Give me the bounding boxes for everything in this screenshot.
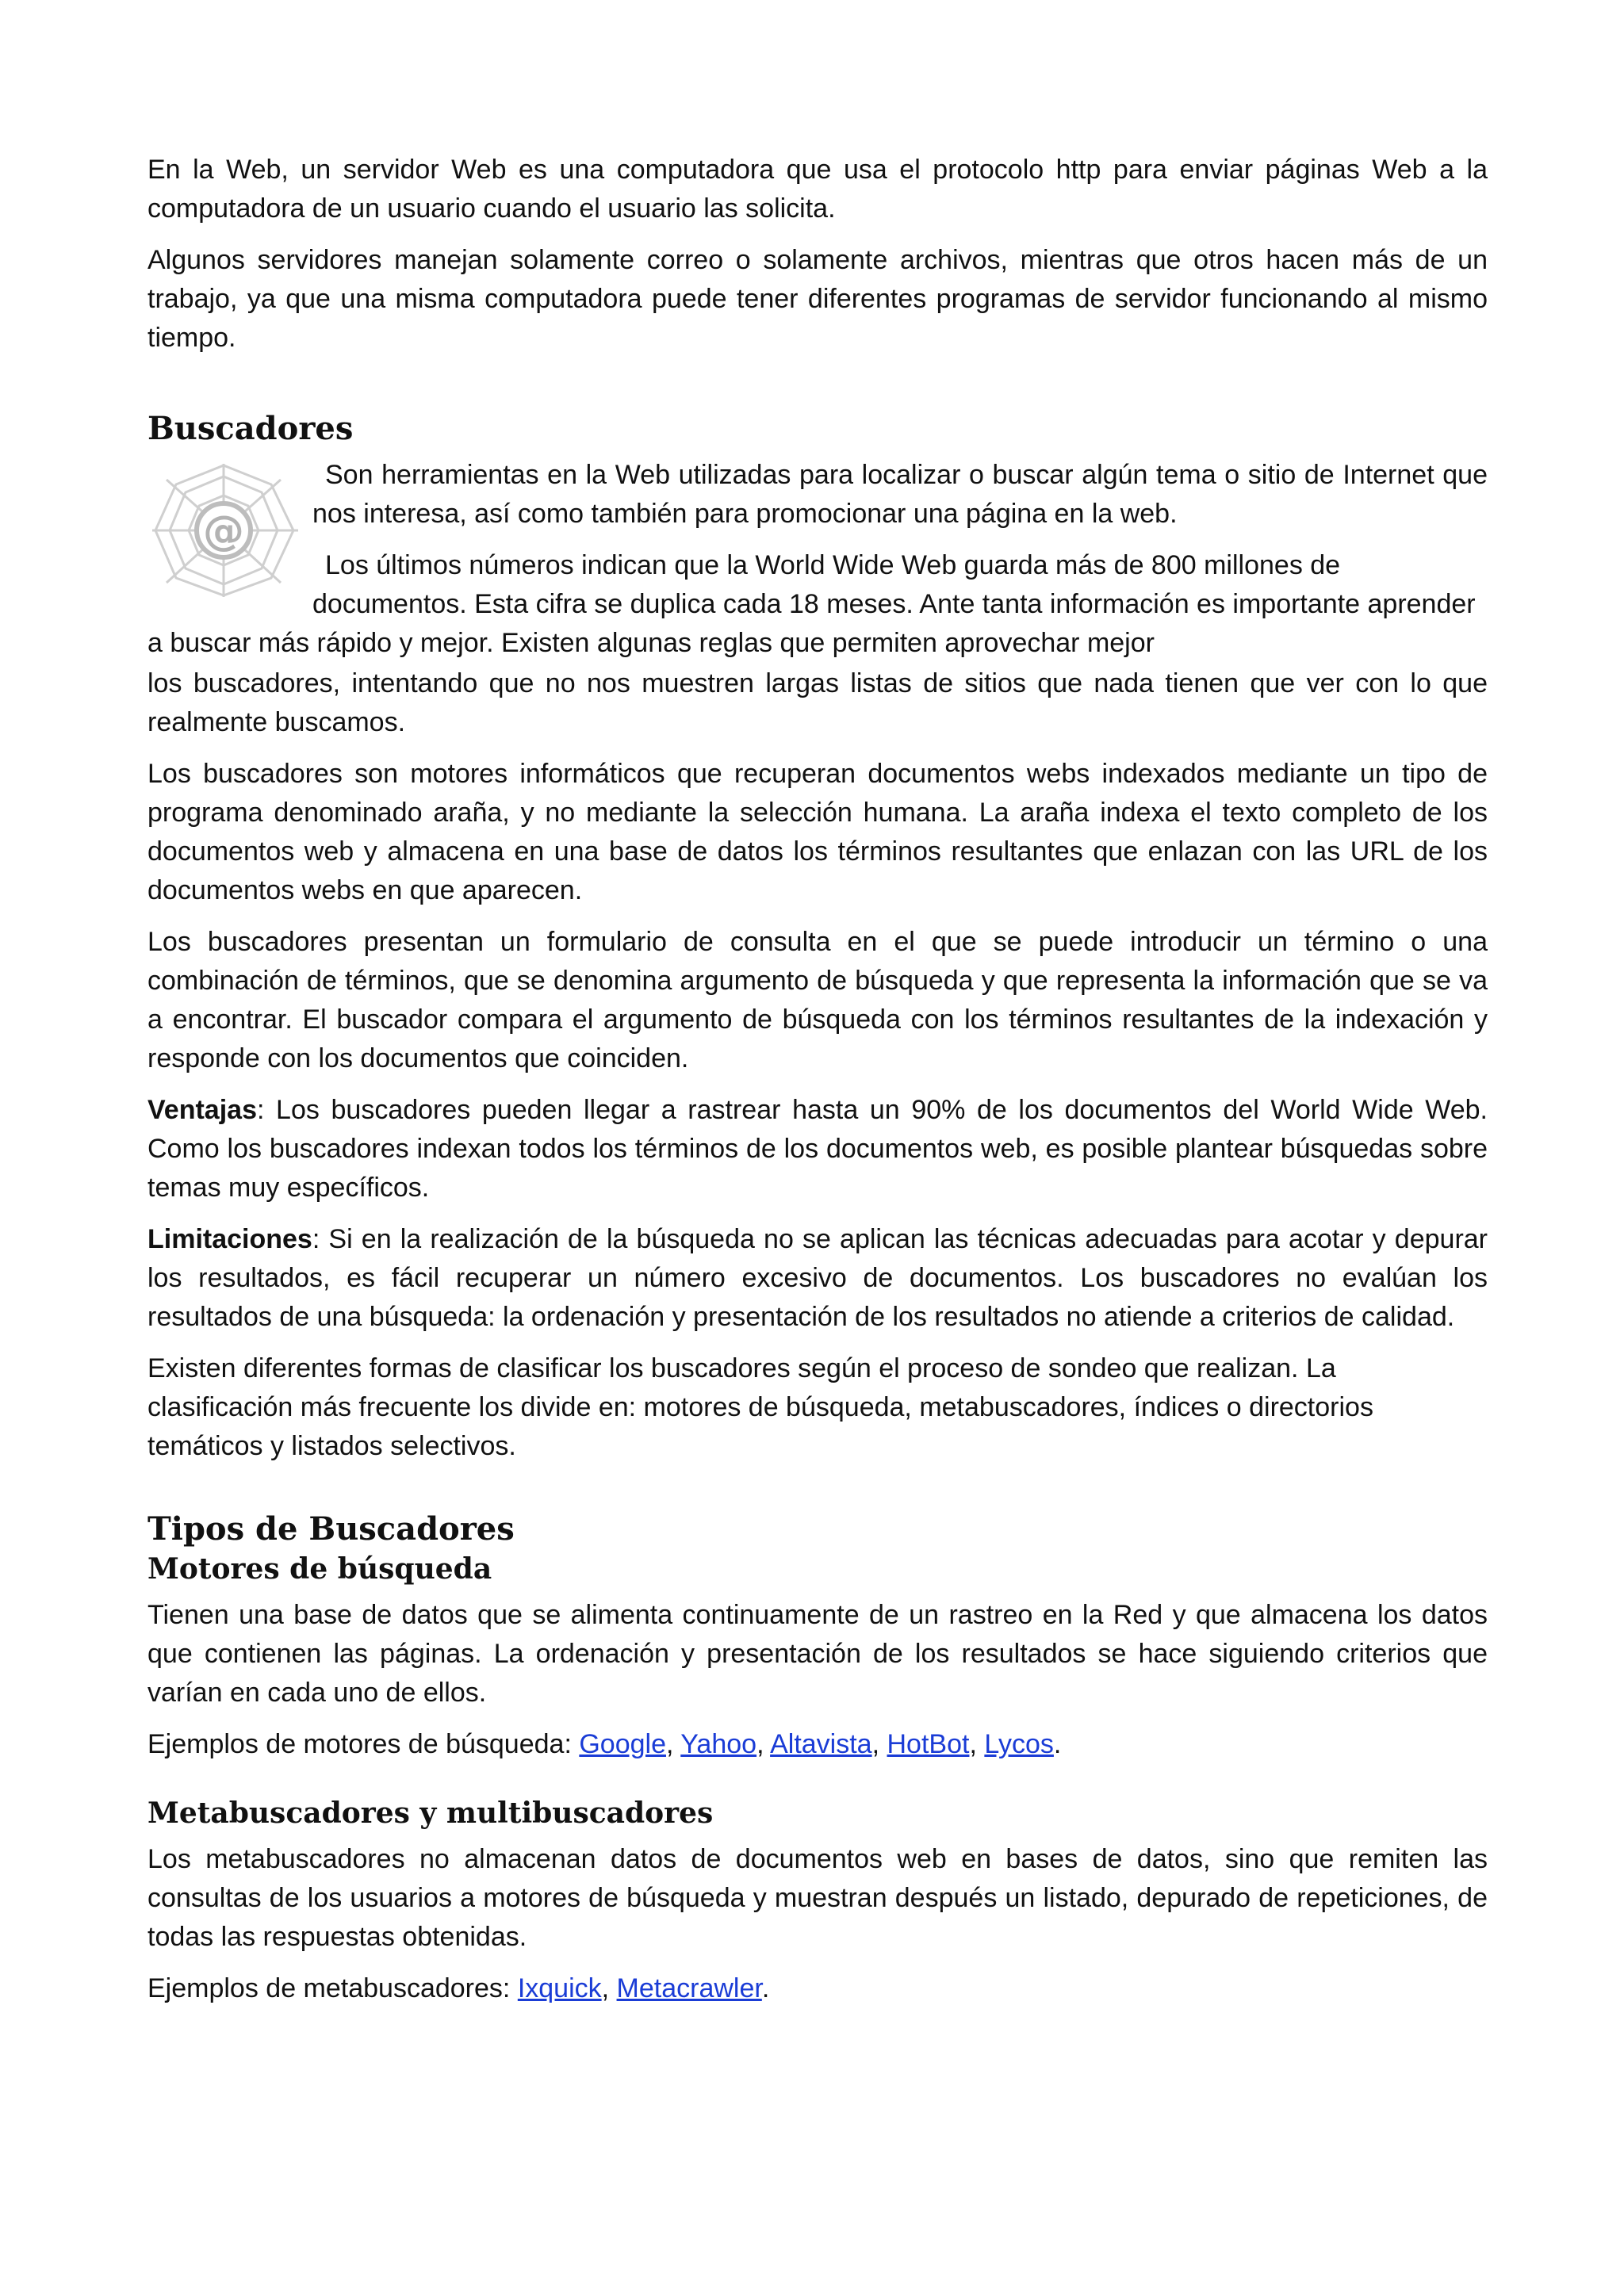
metabuscadores-examples: Ejemplos de metabuscadores: Ixquick, Metacrawler. xyxy=(147,1973,770,2003)
subsection-heading-motores: Motores de búsqueda xyxy=(147,1552,492,1586)
link-ixquick[interactable]: Ixquick xyxy=(517,1973,602,2003)
at-sign-spiderweb-icon xyxy=(144,461,303,600)
section-heading-tipos: Tipos de Buscadores xyxy=(147,1510,515,1548)
link-yahoo[interactable]: Yahoo xyxy=(680,1729,757,1759)
link-altavista[interactable]: Altavista xyxy=(770,1729,872,1759)
buscadores-paragraph-5: Los buscadores presentan un formulario de consulta en el que se puede introducir un término o una combinación de términos, que se denomina argumento de búsqueda y que representa la información que se va a encontrar. El buscador compara el argumento de búsqueda con los términos resultantes de la indexación y responde con los documentos que coinciden. xyxy=(147,927,1488,1073)
section-heading-buscadores: Buscadores xyxy=(147,410,354,447)
motores-paragraph: Tienen una base de datos que se alimenta continuamente de un rastreo en la Red y que almacena los datos que contienen las páginas. La ordenación y presentación de los resultados se hace siguiendo criterios que varían en cada uno de ellos. xyxy=(147,1600,1488,1708)
metabuscadores-paragraph: Los metabuscadores no almacenan datos de documentos web en bases de datos, sino que remiten las consultas de los usuarios a motores de búsqueda y muestran después un listado, depurado de repeticiones, de todas las respuestas obtenidas. xyxy=(147,1844,1488,1952)
motores-examples-prefix: Ejemplos de motores de búsqueda: xyxy=(147,1729,580,1759)
ventajas-paragraph xyxy=(147,1091,1488,1207)
ventajas-label: Ventajas xyxy=(147,1095,257,1125)
limitaciones-text: : Si en la realización de la búsqueda no se aplican las técnicas adecuadas para acotar y depurar los resultados, es fácil recuperar un número excesivo de documentos. Los buscadores no evalúan los resultados de una búsqueda: la ordenación y presentación de los resultados no atiende a criterios de calidad. xyxy=(147,1224,1488,1332)
motores-examples: Ejemplos de motores de búsqueda: Google, Yahoo, Altavista, HotBot, Lycos. xyxy=(147,1729,1062,1759)
buscadores-paragraph-4: Los buscadores son motores informáticos que recuperan documentos webs indexados mediante un tipo de programa denominado araña, y no mediante la selección humana. La araña indexa el texto completo de los documentos web y almacena en una base de datos los términos resultantes que enlazan con las URL de los documentos webs en que aparecen. xyxy=(147,759,1488,905)
link-google[interactable]: Google xyxy=(579,1729,666,1759)
intro-paragraph-2: Algunos servidores manejan solamente correo o solamente archivos, mientras que otros hacen más de un trabajo, ya que una misma computadora puede tener diferentes programas de servidor funcionando al mismo tiempo. xyxy=(147,245,1488,353)
limitaciones-paragraph xyxy=(147,1220,1488,1337)
subsection-heading-metabuscadores: Metabuscadores y multibuscadores xyxy=(147,1797,714,1830)
link-hotbot[interactable]: HotBot xyxy=(887,1729,970,1759)
svg-text:@: @ xyxy=(203,507,244,555)
ventajas-text: : Los buscadores pueden llegar a rastrear hasta un 90% de los documentos del World Wide Web. Como los buscadores indexan todos los términos de los documentos web, es posible plantear búsquedas sobre temas muy específicos. xyxy=(147,1095,1488,1203)
buscadores-paragraph-6: Existen diferentes formas de clasificar los buscadores según el proceso de sondeo que realizan. La clasificación más frecuente los divide en: motores de búsqueda, metabuscadores, índices o directorios temáticos y listados selectivos. xyxy=(147,1353,1373,1461)
buscadores-paragraph-2: Los últimos números indican que la World Wide Web guarda más de 800 millones de documentos. Esta cifra se duplica cada 18 meses. Ante tanta información es importante aprender a buscar más rápido y mejor. Existen algunas reglas que permiten aprovechar mejor xyxy=(147,550,1476,658)
link-lycos[interactable]: Lycos xyxy=(984,1729,1054,1759)
motores-examples-end: . xyxy=(1053,1729,1062,1759)
buscadores-paragraph-1: Son herramientas en la Web utilizadas para localizar o buscar algún tema o sitio de Internet que nos interesa, así como también para promocionar una página en la web. xyxy=(312,460,1488,529)
document-content xyxy=(147,151,1488,2021)
metabuscadores-examples-prefix: Ejemplos de metabuscadores: xyxy=(147,1973,518,2003)
limitaciones-label: Limitaciones xyxy=(147,1224,312,1254)
buscadores-intro-block xyxy=(147,456,1488,664)
metabuscadores-examples-end: . xyxy=(761,1973,770,2003)
intro-paragraph-1: En la Web, un servidor Web es una computadora que usa el protocolo http para enviar páginas Web a la computadora de un usuario cuando el usuario las solicita. xyxy=(147,155,1488,224)
buscadores-paragraph-3: los buscadores, intentando que no nos muestren largas listas de sitios que nada tienen que ver con lo que realmente buscamos. xyxy=(147,668,1488,737)
link-metacrawler[interactable]: Metacrawler xyxy=(616,1973,762,2003)
